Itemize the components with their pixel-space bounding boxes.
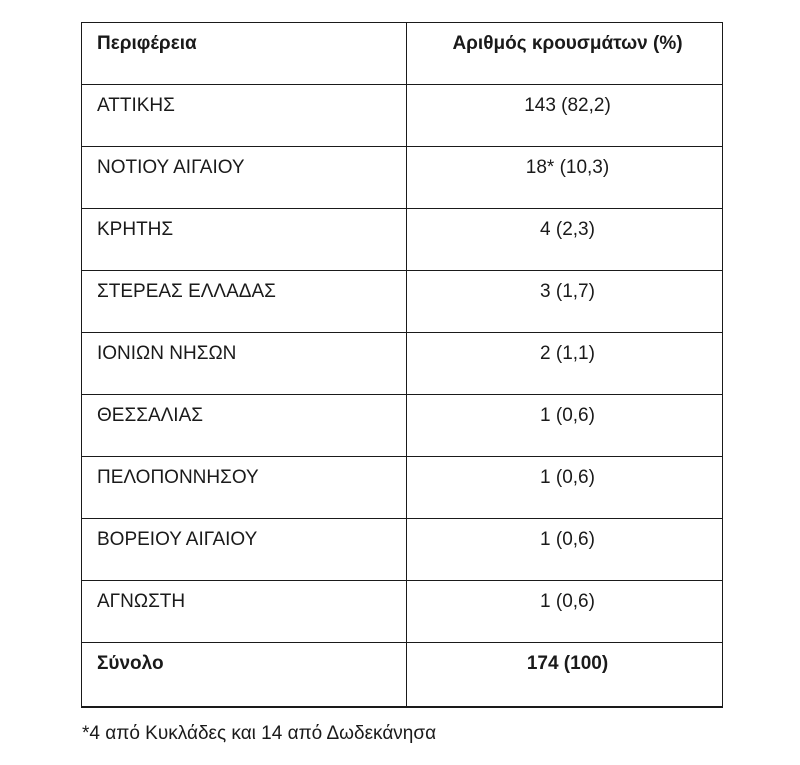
total-value-cell: 174 (100) — [407, 643, 723, 708]
table-row — [82, 519, 723, 581]
table-row — [82, 457, 723, 519]
case-count-cell: 2 (1,1) — [407, 333, 723, 395]
region-cell: ΒΟΡΕΙΟΥ ΑΙΓΑΙΟΥ — [82, 519, 407, 581]
case-count-cell: 1 (0,6) — [407, 581, 723, 643]
region-cell: ΙΟΝΙΩΝ ΝΗΣΩΝ — [82, 333, 407, 395]
region-cell: ΠΕΛΟΠΟΝΝΗΣΟΥ — [82, 457, 407, 519]
region-cell: ΑΤΤΙΚΗΣ — [82, 85, 407, 147]
region-cell: ΘΕΣΣΑΛΙΑΣ — [82, 395, 407, 457]
header-region: Περιφέρεια — [82, 23, 407, 85]
table-row — [82, 395, 723, 457]
table-footnote: *4 από Κυκλάδες και 14 από Δωδεκάνησα — [82, 723, 437, 744]
total-label-cell: Σύνολο — [82, 643, 407, 708]
table-row — [82, 333, 723, 395]
table-row — [82, 209, 723, 271]
case-count-cell: 1 (0,6) — [407, 457, 723, 519]
table-row — [82, 271, 723, 333]
region-cell: ΝΟΤΙΟΥ ΑΙΓΑΙΟΥ — [82, 147, 407, 209]
case-count-cell: 18* (10,3) — [407, 147, 723, 209]
case-count-cell: 3 (1,7) — [407, 271, 723, 333]
cases-by-region-table — [81, 22, 723, 708]
table-row — [82, 85, 723, 147]
cases-by-region-table-container — [81, 22, 722, 708]
table-total-row — [82, 643, 723, 708]
table-row — [82, 147, 723, 209]
case-count-cell: 4 (2,3) — [407, 209, 723, 271]
case-count-cell: 143 (82,2) — [407, 85, 723, 147]
table-row — [82, 581, 723, 643]
case-count-cell: 1 (0,6) — [407, 519, 723, 581]
header-case-count: Αριθμός κρουσμάτων (%) — [407, 23, 723, 85]
region-cell: ΣΤΕΡΕΑΣ ΕΛΛΑΔΑΣ — [82, 271, 407, 333]
case-count-cell: 1 (0,6) — [407, 395, 723, 457]
region-cell: ΚΡΗΤΗΣ — [82, 209, 407, 271]
region-cell: ΑΓΝΩΣΤΗ — [82, 581, 407, 643]
table-header-row — [82, 23, 723, 85]
